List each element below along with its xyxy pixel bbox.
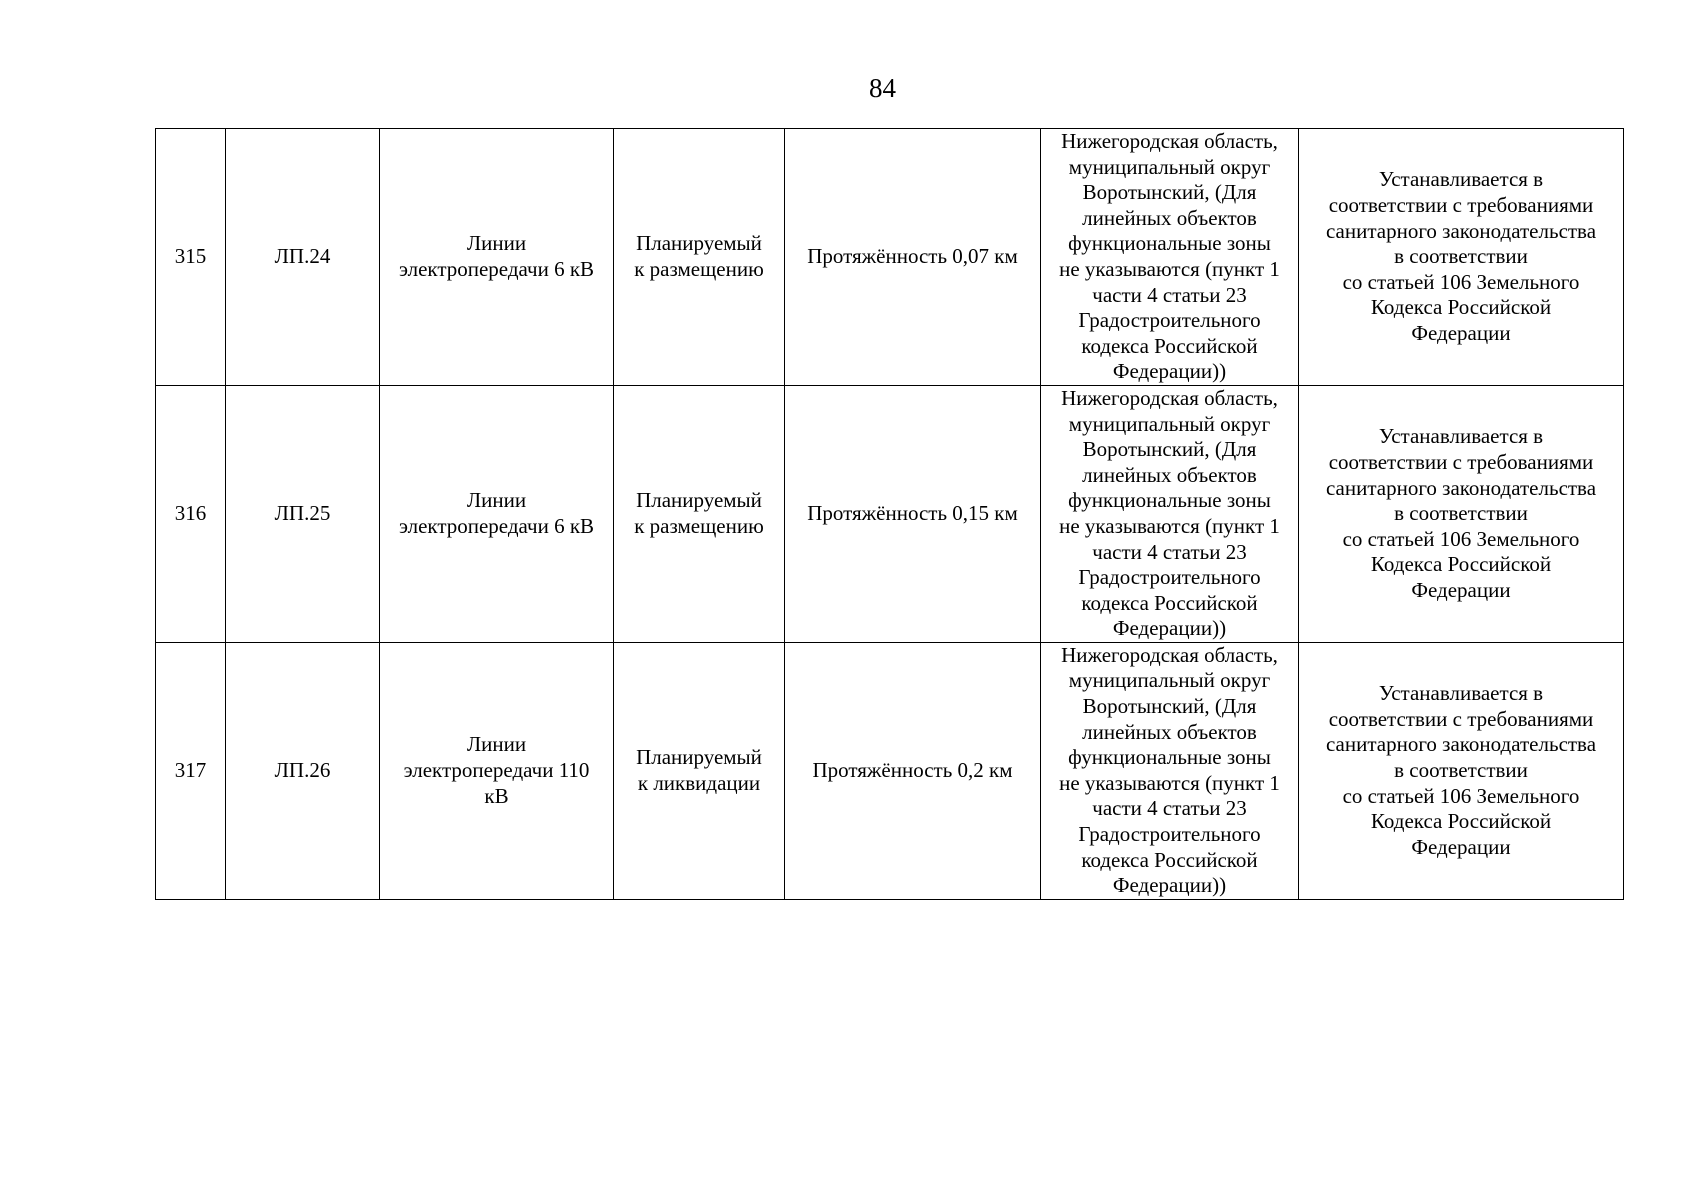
page-number: 84: [869, 73, 896, 103]
row-number-cell: 316: [156, 385, 226, 642]
row-number-cell: 317: [156, 642, 226, 899]
table-row: [156, 642, 1624, 899]
table-row: [156, 385, 1624, 642]
object-name-cell: Линии электропередачи 6 кВ: [380, 385, 614, 642]
object-status-cell: Планируемый к размещению: [614, 129, 785, 386]
object-name-cell: Линии электропередачи 110 кВ: [380, 642, 614, 899]
restricted-zone-cell: Устанавливается в соответствии с требованиями санитарного законодательства в соответствии со статьей 106 Земельного Кодекса Российской Федерации: [1299, 642, 1624, 899]
restricted-zone-cell: Устанавливается в соответствии с требованиями санитарного законодательства в соответствии со статьей 106 Земельного Кодекса Российской Федерации: [1299, 385, 1624, 642]
object-code-cell: ЛП.25: [226, 385, 380, 642]
table-row: [156, 129, 1624, 386]
object-code-cell: ЛП.24: [226, 129, 380, 386]
object-code-cell: ЛП.26: [226, 642, 380, 899]
restricted-zone-cell: Устанавливается в соответствии с требованиями санитарного законодательства в соответствии со статьей 106 Земельного Кодекса Российской Федерации: [1299, 129, 1624, 386]
row-number-cell: 315: [156, 129, 226, 386]
objects-table: [155, 128, 1624, 900]
object-status-cell: Планируемый к ликвидации: [614, 642, 785, 899]
object-location-cell: Нижегородская область, муниципальный округ Воротынский, (Для линейных объектов функциональные зоны не указываются (пункт 1 части 4 статьи 23 Градостроительного кодекса Российской Федерации)): [1041, 129, 1299, 386]
object-characteristic-cell: Протяжённость 0,2 км: [785, 642, 1041, 899]
object-name-cell: Линии электропередачи 6 кВ: [380, 129, 614, 386]
object-location-cell: Нижегородская область, муниципальный округ Воротынский, (Для линейных объектов функциональные зоны не указываются (пункт 1 части 4 статьи 23 Градостроительного кодекса Российской Федерации)): [1041, 385, 1299, 642]
object-characteristic-cell: Протяжённость 0,15 км: [785, 385, 1041, 642]
object-location-cell: Нижегородская область, муниципальный округ Воротынский, (Для линейных объектов функциональные зоны не указываются (пункт 1 части 4 статьи 23 Градостроительного кодекса Российской Федерации)): [1041, 642, 1299, 899]
object-status-cell: Планируемый к размещению: [614, 385, 785, 642]
object-characteristic-cell: Протяжённость 0,07 км: [785, 129, 1041, 386]
